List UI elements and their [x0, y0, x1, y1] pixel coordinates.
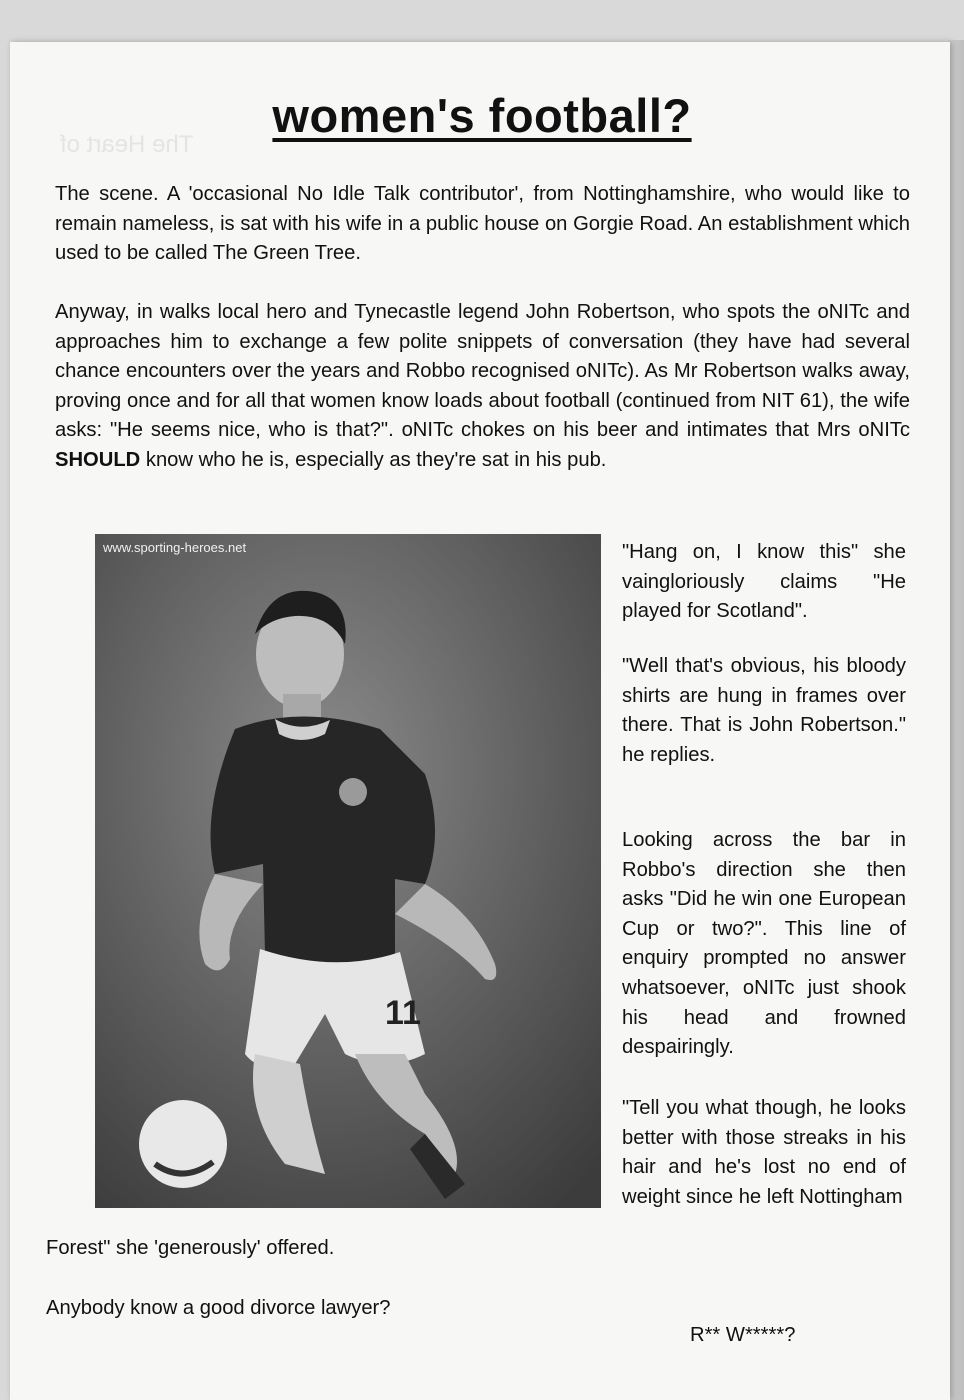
paragraph-intro: The scene. A 'occasional No Idle Talk contributor', from Nottinghamshire, who would like to remain nameless, is sat with his wife in a public house on Gorgie Road. An establishment which used to be called The Green Tree. [55, 183, 910, 265]
side-paragraph-3: Looking across the bar in Robbo's direction she then asks "Did he win one European Cup or two?". This line of enquiry prompted no answer whatsoever, oNITc just shook his head and frowned despairingly. [622, 829, 906, 1059]
author-signature: R** W*****? [690, 1324, 796, 1346]
side-paragraph-4: "Tell you what though, he looks better with those streaks in his hair and he's lost no end of weight since he left Nottingham [622, 1097, 906, 1208]
article-title: women's football? [272, 89, 692, 142]
bottom-line-1: Forest" she 'generously' offered. [46, 1237, 335, 1259]
paragraph-main: Anyway, in walks local hero and Tynecastle legend John Robertson, who spots the oNITc and approaches him to exchange a few polite snippets of conversation (they have had several chance encounters over the years and Robbo recognised oNITc). As Mr Robertson walks away, proving once and for all that women know loads about football (continued from NIT 61), the wife asks: "He seems nice, who is that?". oNITc chokes on his beer and intimates that Mrs oNITc SHOULD know who he is, especially as they're sat in his pub. [55, 301, 910, 471]
photo-watermark: www.sporting-heroes.net [103, 540, 247, 555]
bottom-line-2: Anybody know a good divorce lawyer? [46, 1297, 391, 1319]
side-paragraph-1: "Hang on, I know this" she vaingloriously claims "He played for Scotland". [622, 541, 906, 623]
player-photo [95, 534, 601, 1208]
shirt-number: 11 [385, 994, 421, 1032]
page-edge [948, 40, 964, 1400]
side-paragraph-2: "Well that's obvious, his bloody shirts are hung in frames over there. That is John Robertson." he replies. [622, 655, 906, 766]
footballer-illustration [95, 534, 601, 1208]
emphasis-should: SHOULD [55, 448, 141, 471]
